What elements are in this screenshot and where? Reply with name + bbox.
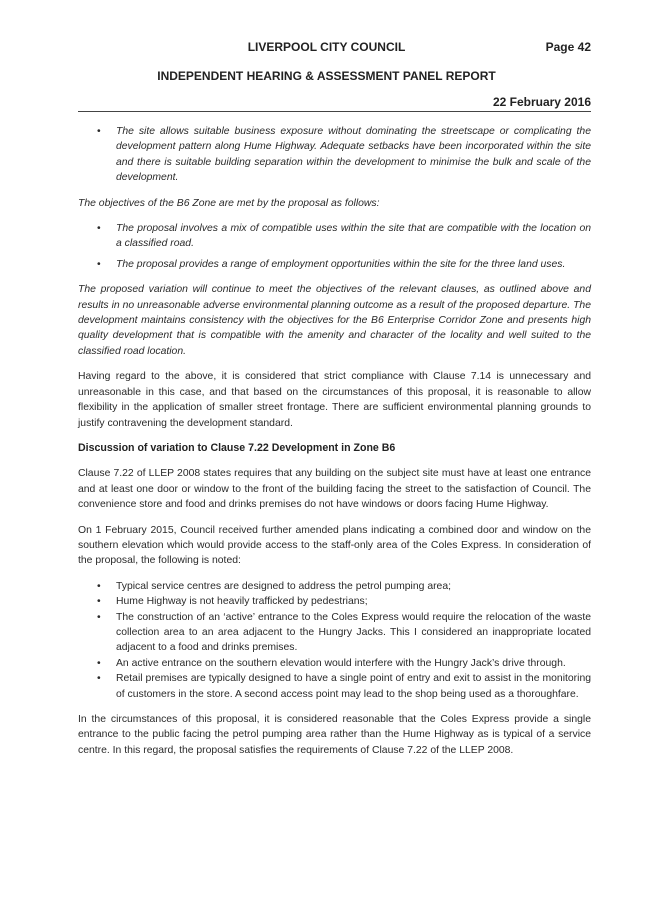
february-paragraph: On 1 February 2015, Council received further amended plans indicating a combined door and window on the southern elevation which would provide access to the staff-only area of the Coles Express. In consideration of the proposal, the following is noted: xyxy=(78,524,591,567)
clause-paragraph: Clause 7.22 of LLEP 2008 states requires that any building on the subject site must have at least one entrance and at least one door or window to the front of the building facing the street to the satisfaction of Council. The convenience store and food and drinks premises do not have windows or doors facing Hume Highway. xyxy=(78,468,591,511)
bullet-icon: • xyxy=(97,126,101,137)
variation-paragraph: The proposed variation will continue to meet the objectives of the relevant clauses, as outlined above and results in no unreasonable adverse environmental planning outcome as a result of the proposed departure. The development maintains consistency with the objectives for the B6 Enterprise Corridor Zone and presents high quality development that is compatible with the amenity and character of the locality and well suited to the classified road location. xyxy=(78,284,591,357)
list-item: • The site allows suitable business exposure without dominating the streetscape or complicating the development pattern along Hume Highway. Adequate setbacks have been incorporated within the site and there is suitable building separation within the development to minimise the bulk and scale of the development. xyxy=(97,126,591,184)
list-item: • The proposal provides a range of employment opportunities within the site for the three land uses. xyxy=(78,257,591,272)
b6-objectives-intro: The objectives of the B6 Zone are met by the proposal as follows: xyxy=(78,197,380,209)
list-item: • The construction of an ‘active’ entrance to the Coles Express would require the relocation of the waste collection area to an area adjacent to the Hungry Jacks. This I considered an inappropriate located adjacent to a food and drinks premises. xyxy=(97,611,591,654)
site-exposure-list xyxy=(78,124,591,186)
page-number: Page 42 xyxy=(545,40,591,54)
list-item: • Typical service centres are designed to address the petrol pumping area; xyxy=(78,579,591,594)
bullet-icon: • xyxy=(97,657,101,669)
bullet-icon: • xyxy=(97,258,101,270)
bullet-icon: • xyxy=(97,580,101,592)
noted-items-list xyxy=(78,579,591,702)
council-name: LIVERPOOL CITY COUNCIL xyxy=(247,40,406,54)
list-item: • Hume Highway is not heavily trafficked by pedestrians; xyxy=(78,594,591,609)
report-title: INDEPENDENT HEARING & ASSESSMENT PANEL REPORT xyxy=(157,69,496,83)
report-body xyxy=(78,124,591,758)
bullet-icon: • xyxy=(97,223,101,235)
header-divider xyxy=(78,111,591,112)
having-regard-paragraph: Having regard to the above, it is considered that strict compliance with Clause 7.14 is unnecessary and unreasonable in this case, and that based on the circumstances of this proposal, it is reasonable to allow flexibility in the application of smaller street frontage. There are sufficient environmental planning grounds to justify contravening the development standard. xyxy=(78,371,591,429)
list-item: • The proposal involves a mix of compatible uses within the site that are compatible with the location on a classified road. xyxy=(97,223,591,250)
b6-objectives-list xyxy=(78,221,591,272)
list-item: • An active entrance on the southern elevation would interfere with the Hungry Jack’s drive through. xyxy=(78,656,591,671)
bullet-icon: • xyxy=(97,596,101,608)
list-item: • Retail premises are typically designed to have a single point of entry and exit to assist in the monitoring of customers in the store. A second access point may lead to the shop being used as a thoroughfare. xyxy=(97,673,591,700)
conclusion-paragraph: In the circumstances of this proposal, it is considered reasonable that the Coles Express provide a single entrance to the public facing the petrol pumping area rather than the Hume Highway as is typical of a service centre. In this regard, the proposal satisfies the requirements of Clause 7.22 of the LLEP 2008. xyxy=(78,714,591,756)
bullet-icon: • xyxy=(97,611,101,623)
report-date: 22 February 2016 xyxy=(492,95,591,109)
section-heading: Discussion of variation to Clause 7.22 Development in Zone B6 xyxy=(78,441,396,454)
bullet-icon: • xyxy=(97,673,101,685)
